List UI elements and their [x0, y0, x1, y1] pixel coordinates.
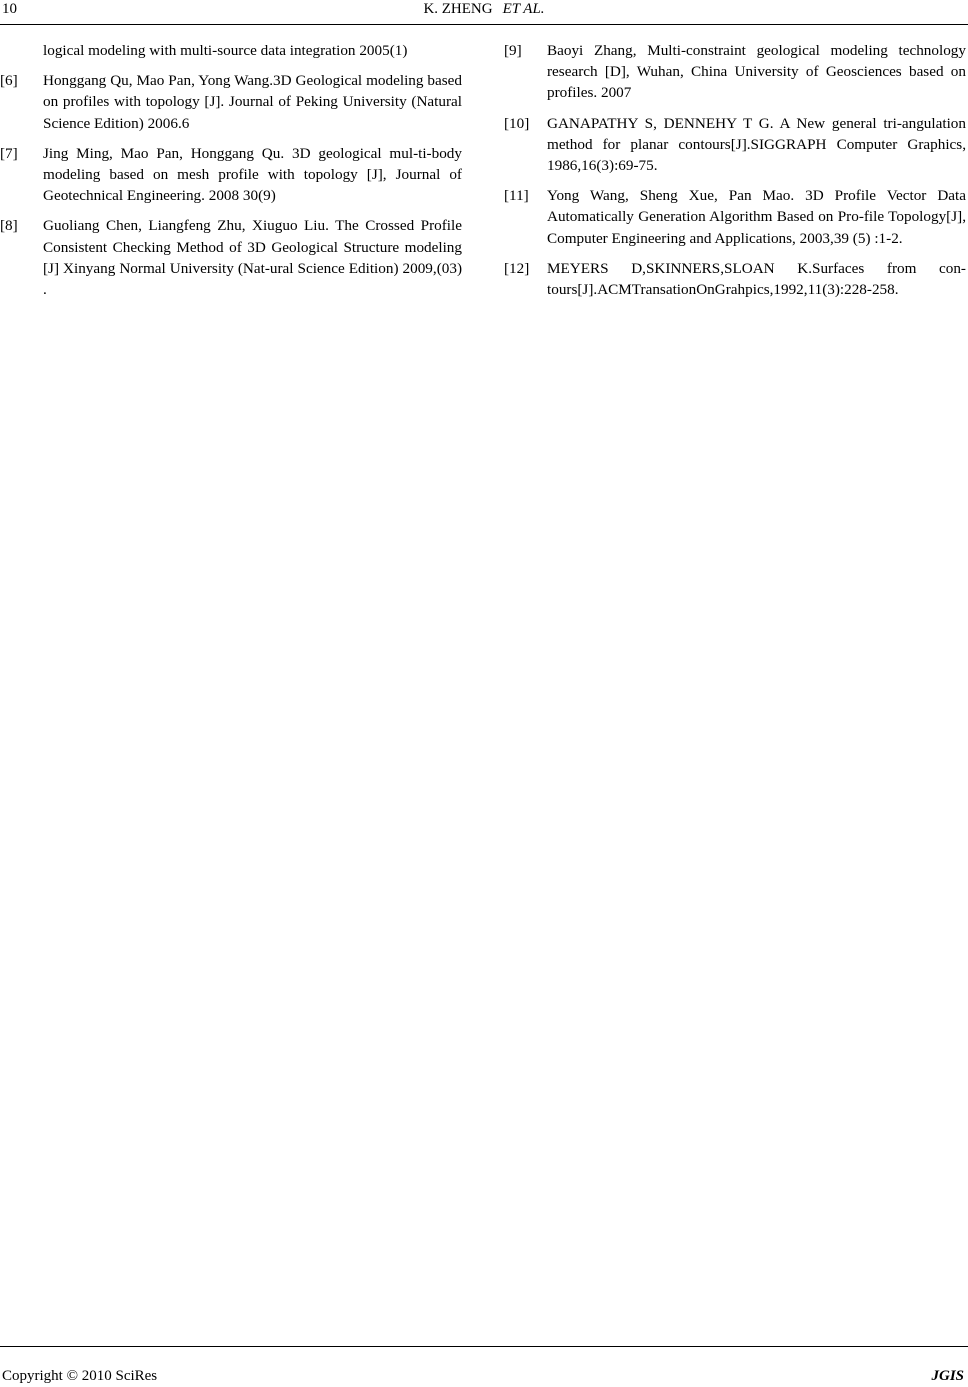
reference-number: [10]: [504, 114, 530, 132]
reference-number: [12]: [504, 259, 530, 277]
page-number: 10: [2, 1, 17, 17]
reference-11: [504, 185, 966, 249]
running-head-author: K. ZHENG: [423, 1, 493, 17]
reference-text: GANAPATHY S, DENNEHY T G. A New general tri-angulation method for planar contours[J].SIGGRAPH Computer Graphics, 1986,16(3):69-75.: [547, 114, 966, 175]
reference-text: Honggang Qu, Mao Pan, Yong Wang.3D Geological modeling based on profiles with topology [J]. Journal of Peking University (Natural Science Edition) 2006.6: [43, 72, 462, 132]
reference-9: [504, 40, 966, 104]
right-column: [504, 40, 966, 309]
reference-number: [6]: [0, 72, 18, 90]
reference-12: [504, 258, 966, 300]
running-header: [0, 0, 968, 25]
reference-text: Jing Ming, Mao Pan, Honggang Qu. 3D geological mul-ti-body modeling based on mesh profile with topology [J], Journal of Geotechnical Engineering. 2008 30(9): [43, 144, 462, 205]
reference-10: [504, 113, 966, 177]
reference-number: [8]: [0, 217, 18, 235]
reference-text: MEYERS D,SKINNERS,SLOAN K.Surfaces from con-tours[J].ACMTransationOnGrahpics,1992,11(3):228-258.: [547, 259, 966, 299]
reference-number: [7]: [0, 144, 18, 162]
copyright-notice: Copyright © 2010 SciRes: [2, 1368, 158, 1384]
reference-number: [11]: [504, 187, 529, 205]
reference-text: Yong Wang, Sheng Xue, Pan Mao. 3D Profile Vector Data Automatically Generation Algorithm Based on Pro-file Topology[J], Computer Engineering and Applications, 2003,39 (5) :1-2.: [547, 187, 966, 247]
reference-number: [9]: [504, 42, 522, 59]
journal-abbreviation: JGIS: [931, 1368, 964, 1384]
running-head-etal: ET AL.: [502, 1, 545, 17]
reference-6: [0, 70, 462, 134]
running-head-title: [0, 0, 968, 18]
page-footer: [0, 1346, 968, 1387]
reference-8: [0, 215, 462, 300]
reference-text: Baoyi Zhang, Multi-constraint geological modeling technology research [D], Wuhan, China University of Geosciences based on profiles. 2007: [547, 42, 966, 102]
reference-continuation: logical modeling with multi-source data integration 2005(1): [43, 42, 408, 59]
reference-text: Guoliang Chen, Liangfeng Zhu, Xiuguo Liu. The Crossed Profile Consistent Checking Method of 3D Geological Structure modeling [J] Xinyang Normal University (Nat-ural Science Edition) 2009,(03) .: [43, 217, 462, 299]
left-column: [0, 40, 462, 309]
reference-7: [0, 143, 462, 207]
